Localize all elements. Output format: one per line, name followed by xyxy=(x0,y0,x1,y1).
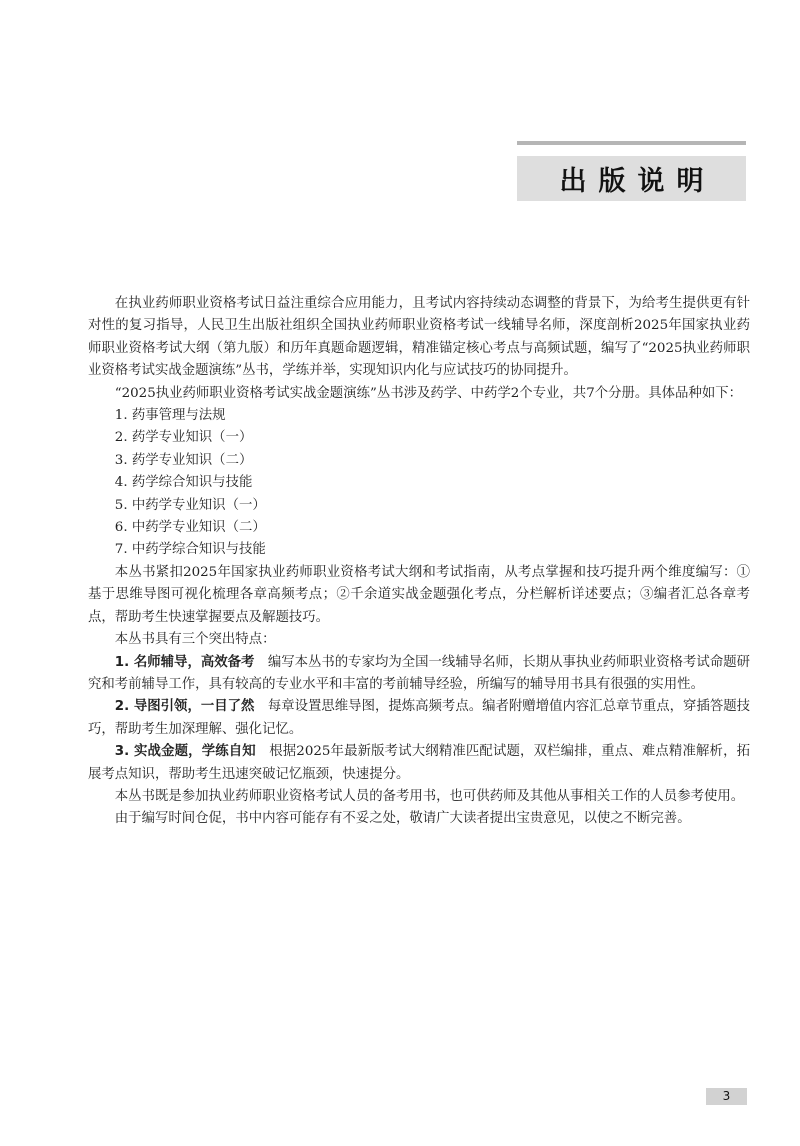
feature-heading: 3. 实战金题，学练自知 xyxy=(114,744,256,760)
feature-heading: 1. 名师辅导，高效备考 xyxy=(114,654,255,670)
intro-paragraph-2: “2025执业药师职业资格考试实战金题演练”丛书涉及药学、中药学2个专业，共7个分册。具体品种如下： xyxy=(114,385,743,401)
list-item: 1. 药事管理与法规 xyxy=(114,408,226,424)
feature-2 xyxy=(88,696,750,741)
closing-paragraph-2: 由于编写时间仓促，书中内容可能存有不妥之处，敬请广大读者提出宝贵意见，以使之不断完善。 xyxy=(114,811,691,827)
feature-text: 每章设置思维导图，提炼高频考点。编者附赠增值内容汇总章节重点，穿插答题技巧，帮助考生加深理解、强化记忆。 xyxy=(88,699,750,737)
title-rule xyxy=(517,141,746,145)
feature-text: 编写本丛书的专家均为全国一线辅导名师，长期从事执业药师职业资格考试命题研究和考前辅导工作，具有较高的专业水平和丰富的考前辅导经验，所编写的辅导用书具有很强的实用性。 xyxy=(88,654,750,692)
intro-paragraph-1: 在执业药师职业资格考试日益注重综合应用能力，且考试内容持续动态调整的背景下，为给考生提供更有针对性的复习指导，人民卫生出版社组织全国执业药师职业资格考试一线辅导名师，深度剖析2025年国家执业药师职业资格考试大纲（第九版）和历年真题命题逻辑，精准锚定核心考点与高频试题，编写了“2025执业药师职业资格考试实战金题演练”丛书，学练并举，实现知识内化与应试技巧的协同提升。 xyxy=(88,296,750,379)
feature-1 xyxy=(88,652,750,697)
list-item: 6. 中药学专业知识（二） xyxy=(114,520,266,536)
page-title: 出版说明 xyxy=(517,156,746,201)
list-item: 2. 药学专业知识（一） xyxy=(114,430,253,446)
list-item: 4. 药学综合知识与技能 xyxy=(114,475,253,491)
list-item: 3. 药学专业知识（二） xyxy=(114,452,253,468)
features-intro: 本丛书具有三个突出特点： xyxy=(114,632,276,648)
feature-heading: 2. 导图引领，一目了然 xyxy=(114,699,255,715)
list-item: 7. 中药学综合知识与技能 xyxy=(114,542,266,558)
scope-paragraph: 本丛书紧扣2025年国家执业药师职业资格考试大纲和考试指南，从考点掌握和技巧提升两个维度编写：①基于思维导图可视化梳理各章高频考点；②千余道实战金题强化考点，分栏解析详述要点；③编者汇总各章考点，帮助考生快速掌握要点及解题技巧。 xyxy=(88,564,750,625)
feature-text: 根据2025年最新版考试大纲精准匹配试题，双栏编排，重点、难点精准解析，拓展考点知识，帮助考生迅速突破记忆瓶颈，快速提分。 xyxy=(88,744,750,782)
page-number: 3 xyxy=(706,1088,747,1105)
feature-3 xyxy=(88,741,750,786)
body-text xyxy=(88,293,750,831)
book-list xyxy=(88,405,750,562)
closing-paragraph-1: 本丛书既是参加执业药师职业资格考试人员的备考用书，也可供药师及其他从事相关工作的人员参考使用。 xyxy=(114,788,745,804)
list-item: 5. 中药学专业知识（一） xyxy=(114,497,266,513)
